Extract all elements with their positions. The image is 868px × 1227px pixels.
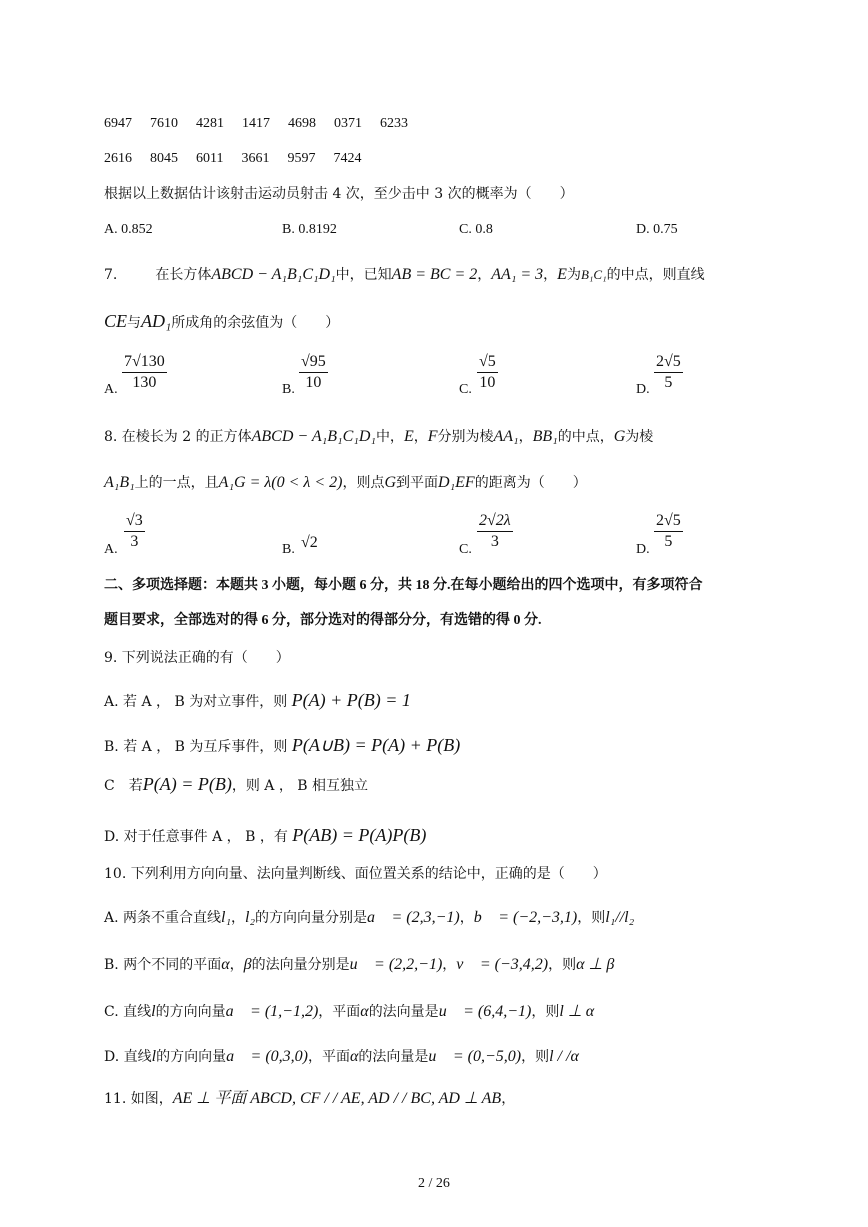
q10-text: ，平面 [308, 1049, 350, 1065]
q10-line-l: l [151, 1048, 157, 1065]
fraction-denominator: 3 [490, 533, 499, 550]
number-cell: 9597 [287, 151, 316, 166]
q8-text: 为棱 [625, 429, 654, 445]
q8-edge-bb1: BB₁ [532, 428, 558, 445]
q8-option-d-label: D. [636, 542, 650, 557]
q8-edge-a1b1: A₁B₁ [104, 474, 135, 491]
number-cell: 2616 [104, 151, 132, 166]
q9-option-math: P(AB) = P(A)P(B) [292, 825, 427, 845]
q7-solid: ABCD − A₁B₁C₁D₁ [211, 266, 336, 283]
q8-option-b-label: B. [282, 542, 295, 557]
q7-option-a-label: A. [104, 382, 118, 397]
q8-text: 分别为棱 [437, 429, 494, 445]
q9-option-a [104, 690, 411, 712]
q6-option-d: D. 0.75 [636, 222, 678, 237]
q8-text: 的中点， [557, 429, 614, 445]
q8-solid: ABCD − A₁B₁C₁D₁ [251, 428, 376, 445]
q8-text: 中， [375, 429, 404, 445]
q9-stem: 9. 下列说法正确的有（ ） [104, 650, 290, 666]
random-number-row-1 [104, 113, 426, 134]
random-number-row-2 [104, 148, 379, 169]
q10-option-a [104, 908, 634, 928]
q7-cond-aa1: AA₁ = 3 [491, 266, 544, 283]
number-cell: 6011 [196, 151, 224, 166]
q10-text: ， [459, 910, 474, 926]
q10-text: 的法向量是 [368, 1004, 439, 1020]
number-cell: 7610 [150, 116, 178, 131]
number-cell: 3661 [241, 151, 270, 166]
q8-option-a-label: A. [104, 542, 118, 557]
q8-line-2 [104, 473, 587, 493]
q6-option-c: C. 0.8 [459, 222, 493, 237]
q11-stem [104, 1089, 515, 1109]
q7-option-c-label: C. [459, 382, 472, 397]
q9-option-b [104, 735, 460, 757]
q7-text: 为 [566, 267, 581, 283]
q10-text: 的法向量分别是 [251, 957, 350, 973]
q10-text: 的方向向量 [155, 1004, 226, 1020]
q8-plane: D₁EF [438, 474, 475, 491]
q10-stem: 10. 下列利用方向向量、法向量判断线、面位置关系的结论中，正确的是（ ） [104, 866, 607, 882]
q7-line-1 [104, 265, 705, 285]
q10-line-l: l [151, 1003, 156, 1020]
q11-text: 11. 如图， [104, 1091, 173, 1107]
fraction-numerator: √3 [124, 511, 145, 532]
number-cell: 8045 [150, 151, 178, 166]
q10-vector-a: a⃗ = (0,3,0) [226, 1048, 308, 1065]
fraction-denominator: 10 [305, 374, 322, 391]
q9-option-text: B. 若 A ， B 为互斥事件，则 [104, 739, 288, 755]
fraction-numerator: 2√5 [654, 511, 683, 532]
q10-vector-a: a⃗ = (1,−1,2) [225, 1003, 319, 1020]
q7-number: 7. [104, 267, 118, 283]
fraction-numerator: 2√2λ [477, 511, 513, 532]
q9-option-text: 若 [128, 778, 143, 794]
q8-text: 到平面 [396, 475, 439, 491]
number-cell: 1417 [242, 116, 270, 131]
q10-text: C. 直线 [104, 1004, 152, 1020]
q10-text: ，则 [548, 957, 577, 973]
q7-text: ， [543, 267, 558, 283]
q9-option-d [104, 825, 426, 847]
q8-point-f: F [427, 428, 438, 445]
page-number: 2 / 26 [418, 1176, 450, 1191]
q10-relation: α ⊥ β [576, 956, 615, 973]
q10-text: ，则 [521, 1049, 550, 1065]
q8-option-b-value: √2 [301, 534, 318, 551]
fraction-numerator: 7√130 [122, 352, 167, 373]
number-cell: 7424 [333, 151, 362, 166]
section-2-heading-line-2: 题目要求，全部选对的得 6 分，部分选对的得部分分，有选错的得 0 分. [104, 613, 542, 628]
q10-option-c [104, 1002, 594, 1022]
q8-condition: A₁G = λ(0 < λ < 2) [218, 474, 343, 491]
q7-option-d-label: D. [636, 382, 650, 397]
q7-cond-ab-bc: AB = BC = 2 [391, 266, 478, 283]
q8-option-c-fraction [477, 511, 513, 552]
number-cell: 4698 [288, 116, 316, 131]
q10-text: 的方向向量分别是 [255, 910, 368, 926]
q7-text: 在长方体 [155, 267, 212, 283]
q7-option-b-fraction [299, 352, 328, 393]
q10-text: B. 两个不同的平面 [104, 957, 222, 973]
q8-option-c-label: C. [459, 542, 472, 557]
fraction-numerator: 2√5 [654, 352, 683, 373]
fraction-denominator: 5 [664, 374, 673, 391]
fraction-denominator: 130 [132, 374, 157, 391]
q9-option-text: D. 对于任意事件 A ， B ，有 [104, 829, 288, 845]
q10-text: ，则 [577, 910, 606, 926]
q11-text: ， [501, 1091, 516, 1107]
q10-vector-u: u⃗ = (2,2,−1) [349, 956, 443, 973]
q10-vector-u: u⃗ = (6,4,−1) [438, 1003, 532, 1020]
q10-text: 的法向量是 [358, 1049, 429, 1065]
q7-text: 与 [127, 315, 142, 331]
q8-text: 8. 在棱长为 2 的正方体 [104, 429, 252, 445]
q10-text: 的方向向量 [156, 1049, 227, 1065]
q9-option-text: ，则 A ， B 相互独立 [231, 778, 369, 794]
q8-text: ， [413, 429, 428, 445]
q10-vector-b: b⃗ = (−2,−3,1) [473, 909, 578, 926]
q7-segment-b1c1: B₁C₁ [580, 267, 607, 282]
q10-text: ， [231, 910, 246, 926]
q8-point-e: E [403, 428, 414, 445]
q10-relation: l / /α [549, 1048, 579, 1065]
q9-option-math: P(A∪B) = P(A) + P(B) [291, 735, 461, 755]
q10-text: ，则 [531, 1004, 560, 1020]
q10-option-d [104, 1047, 579, 1067]
q8-text: ，则点 [342, 475, 385, 491]
q10-plane-alpha: α [350, 1048, 359, 1065]
q9-option-c [104, 774, 368, 796]
q8-text: 的距离为（ ） [474, 475, 587, 491]
q9-option-label: C [104, 778, 115, 794]
number-cell: 6233 [380, 116, 408, 131]
q10-text: A. 两条不重合直线 [104, 910, 222, 926]
q8-option-d-fraction [654, 511, 683, 552]
q6-option-a: A. 0.852 [104, 222, 153, 237]
fraction-numerator: √95 [299, 352, 328, 373]
number-cell: 4281 [196, 116, 224, 131]
q10-plane-alpha: α [221, 956, 230, 973]
q8-edge-aa1: AA₁ [493, 428, 519, 445]
q10-line-l2: l₂ [245, 909, 256, 926]
q7-text: 中，已知 [335, 267, 392, 283]
fraction-numerator: √5 [477, 352, 498, 373]
q10-relation: l ⊥ α [559, 1003, 595, 1020]
q7-text: 所成角的余弦值为（ ） [171, 315, 340, 331]
q7-option-a-fraction [122, 352, 167, 393]
q10-plane-alpha: α [360, 1003, 369, 1020]
q9-option-math: P(A) + P(B) = 1 [291, 690, 411, 710]
q6-option-b: B. 0.8192 [282, 222, 337, 237]
number-cell: 0371 [334, 116, 362, 131]
q9-option-math: P(A) = P(B) [142, 774, 232, 794]
q10-text: ，平面 [318, 1004, 361, 1020]
fraction-denominator: 5 [664, 533, 673, 550]
q7-line-ad1: AD₁ [141, 311, 172, 331]
q10-text: ， [442, 957, 457, 973]
q8-option-a-fraction [124, 511, 145, 552]
q10-relation: l₁//l₂ [605, 909, 635, 926]
q10-vector-v: v⃗ = (−3,4,2) [456, 956, 549, 973]
q7-option-b-label: B. [282, 382, 295, 397]
q7-option-c-fraction [477, 352, 498, 393]
q10-text: ， [229, 957, 244, 973]
q8-text: 上的一点，且 [134, 475, 219, 491]
q9-option-text: A. 若 A ， B 为对立事件，则 [104, 694, 288, 710]
q10-vector-u: u⃗ = (0,−5,0) [428, 1048, 522, 1065]
q7-option-d-fraction [654, 352, 683, 393]
q7-line-2 [104, 311, 339, 333]
q10-plane-beta: β [243, 956, 252, 973]
q10-option-b [104, 955, 614, 975]
q8-point-g: G [384, 474, 397, 491]
q7-text: 的中点，则直线 [606, 267, 705, 283]
fraction-denominator: 3 [130, 533, 139, 550]
fraction-denominator: 10 [479, 374, 496, 391]
q10-line-l1: l₁ [221, 909, 232, 926]
q7-text: ， [477, 267, 492, 283]
q7-point-e: E [557, 266, 567, 283]
q10-vector-a: a⃗ = (2,3,−1) [367, 909, 460, 926]
q10-text: D. 直线 [104, 1049, 152, 1065]
q8-text: ， [518, 429, 533, 445]
q7-line-ce: CE [104, 311, 128, 331]
number-cell: 6947 [104, 116, 132, 131]
section-2-heading-line-1: 二、多项选择题：本题共 3 小题，每小题 6 分，共 18 分.在每小题给出的四个选项中，有多项符合 [104, 578, 703, 593]
q8-point-g: G [613, 428, 626, 445]
q6-stem: 根据以上数据估计该射击运动员射击 4 次，至少击中 3 次的概率为（ ） [104, 186, 574, 202]
q8-line-1 [104, 427, 653, 447]
q11-math: AE ⊥ 平面 ABCD, CF / / AE, AD / / BC, AD ⊥ AB [172, 1090, 502, 1107]
